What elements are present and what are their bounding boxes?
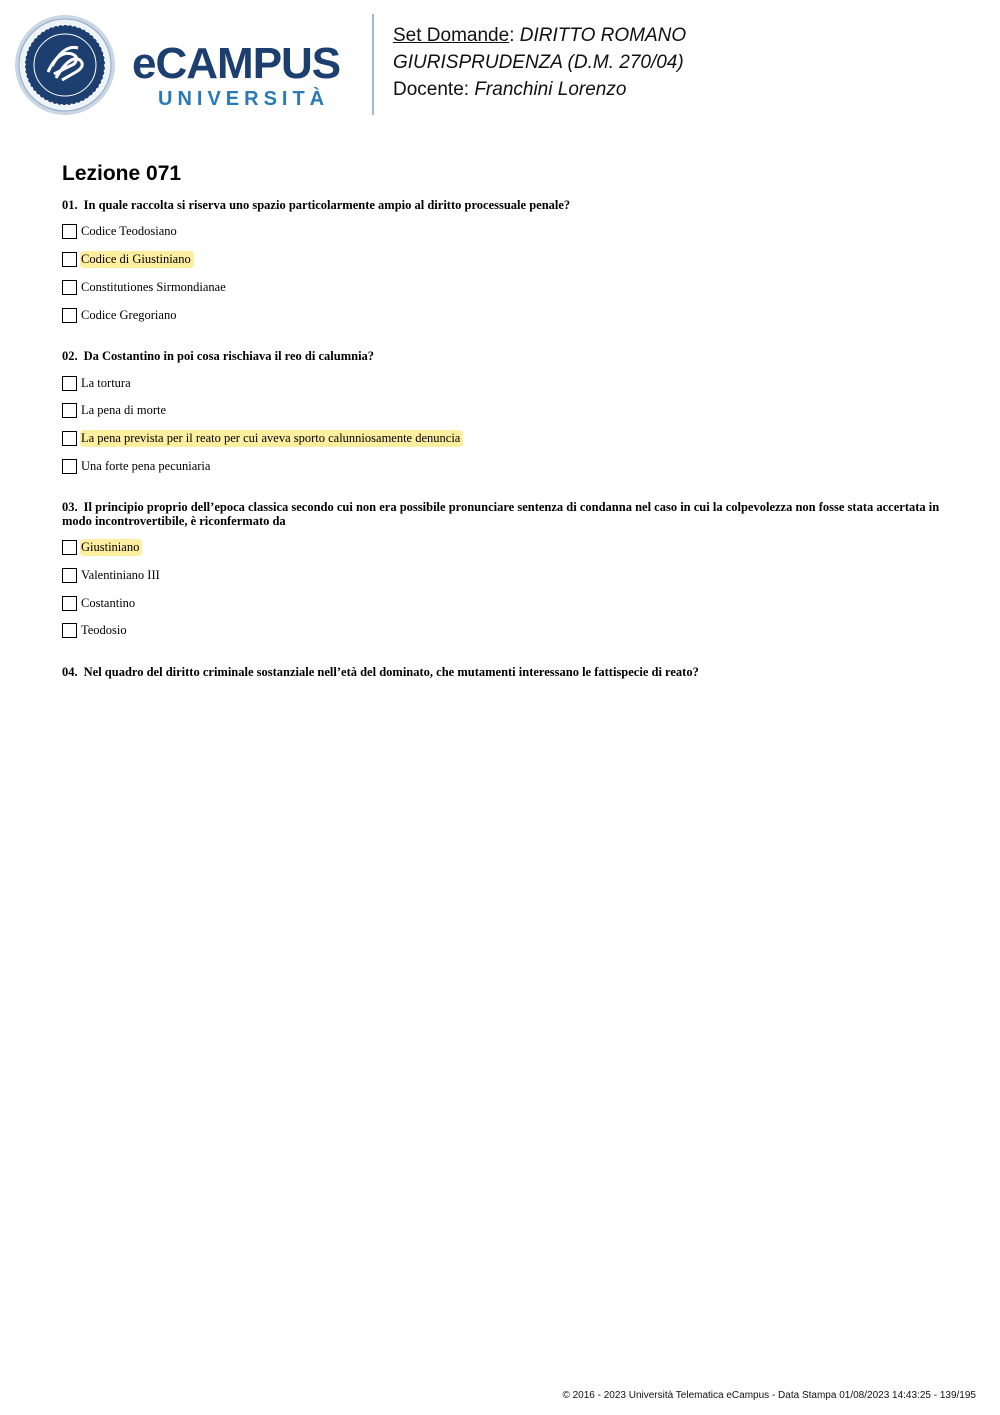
checkbox[interactable] (62, 376, 77, 391)
checkbox[interactable] (62, 459, 77, 474)
checkbox[interactable] (62, 280, 77, 295)
checkbox[interactable] (62, 623, 77, 638)
set-value: DIRITTO ROMANO (519, 25, 687, 46)
option-3-2[interactable] (62, 566, 163, 584)
option-1-1[interactable] (62, 222, 180, 240)
question-number: 02. (62, 349, 78, 363)
checkbox[interactable] (62, 308, 77, 323)
question-4 (62, 665, 942, 679)
option-text: Una forte pena pecuniaria (81, 458, 211, 473)
option-text: Valentiniano III (81, 567, 160, 582)
checkbox[interactable] (62, 431, 77, 446)
question-number: 03. (62, 500, 78, 514)
checkbox[interactable] (62, 540, 77, 555)
question-number: 04. (62, 665, 78, 679)
option-text: Codice Teodosiano (81, 223, 177, 238)
option-3-3[interactable] (62, 594, 138, 612)
question-3 (62, 500, 942, 528)
checkbox[interactable] (62, 252, 77, 267)
option-3-4[interactable] (62, 621, 130, 639)
option-1-3[interactable] (62, 278, 229, 296)
logo-subtitle: UNIVERSITÀ (158, 88, 330, 110)
docente-label: Docente: (393, 79, 475, 100)
option-text: Codice Gregoriano (81, 307, 177, 322)
header-info (393, 22, 686, 103)
question-text: Il principio proprio dell’epoca classica secondo cui non era possibile pronunciare sentenza di condanna nel caso in cui la colpevolezza non fosse stata accertata in modo incontrovertibile, è riconfermato da (62, 500, 940, 528)
question-1 (62, 198, 942, 212)
question-number: 01. (62, 198, 78, 212)
ecampus-seal-logo-icon (14, 14, 116, 116)
docente-line (393, 76, 686, 103)
ecampus-wordmark (132, 39, 341, 110)
option-2-2[interactable] (62, 401, 169, 419)
checkbox[interactable] (62, 596, 77, 611)
option-text: Teodosio (81, 622, 127, 637)
option-1-4[interactable] (62, 306, 179, 324)
checkbox[interactable] (62, 568, 77, 583)
logo-brand-prefix: e (132, 39, 156, 88)
set-label: Set Domande (393, 25, 510, 46)
set-line (393, 22, 686, 49)
option-text: La pena prevista per il reato per cui aveva sporto calunniosamente denuncia (80, 430, 463, 447)
set-sep: : (509, 25, 520, 46)
option-1-2[interactable] (62, 250, 194, 268)
lesson-title: Lezione 071 (62, 162, 182, 185)
option-text: La tortura (81, 375, 131, 390)
header-divider (372, 14, 374, 115)
option-2-1[interactable] (62, 374, 134, 392)
page-header (0, 0, 1000, 130)
question-text: In quale raccolta si riserva uno spazio particolarmente ampio al diritto processuale penale? (83, 198, 571, 212)
question-text: Da Costantino in poi cosa rischiava il reo di calumnia? (83, 349, 375, 363)
option-text: Costantino (81, 595, 136, 610)
option-text: Giustiniano (80, 539, 142, 556)
option-text: Codice di Giustiniano (80, 251, 194, 268)
checkbox[interactable] (62, 403, 77, 418)
logo-brand-text: CAMPUS (155, 39, 341, 88)
option-3-1[interactable] (62, 538, 142, 556)
option-text: La pena di morte (81, 402, 167, 417)
question-text: Nel quadro del diritto criminale sostanziale nell’età del dominato, che mutamenti interessano le fattispecie di reato? (83, 665, 699, 679)
logo-brand (132, 40, 340, 88)
question-2 (62, 349, 942, 363)
page-footer: © 2016 - 2023 Università Telematica eCampus - Data Stampa 01/08/2023 14:43:25 - 139/195 (562, 1390, 976, 1401)
set-value-2: GIURISPRUDENZA (D.M. 270/04) (393, 52, 684, 73)
set-line-2 (393, 49, 686, 76)
option-text: Constitutiones Sirmondianae (81, 279, 226, 294)
option-2-4[interactable] (62, 457, 213, 475)
option-2-3[interactable] (62, 429, 463, 447)
docente-value: Franchini Lorenzo (474, 79, 627, 100)
checkbox[interactable] (62, 224, 77, 239)
